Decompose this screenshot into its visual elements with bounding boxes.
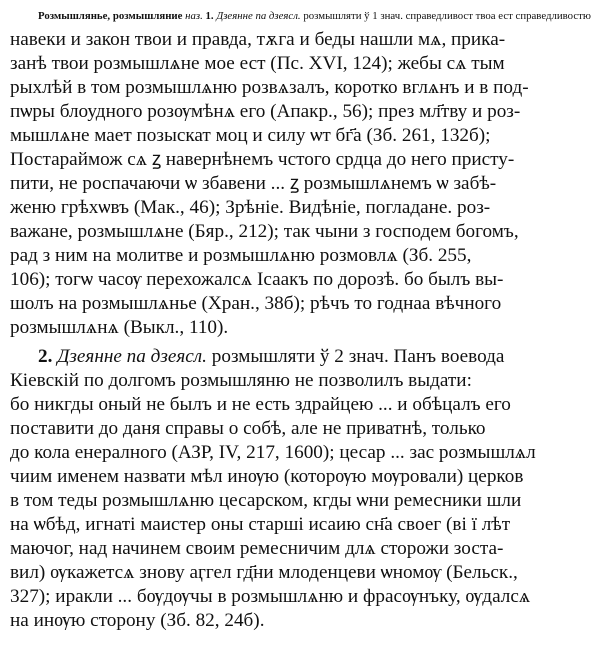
text-line: розмышлѧнѧ (Выкл., 110).	[10, 317, 229, 338]
definition: Дзеянне па дзеясл.	[57, 346, 207, 367]
text-line: пити, не роспачаючи ѡ збавени ... ꙁ розмышлѧнемъ ѡ забѣ-	[10, 173, 497, 194]
text-line: на инѹю сторону (Зб. 82, 24б).	[10, 610, 265, 631]
text-line: поставити до даня справы о собѣ, але не приватнѣ, только	[10, 418, 486, 439]
text-line: занѣ твои розмышлѧне мое ест (Пс. XVI, 124); жебы сѧ тым	[10, 53, 505, 74]
sense-number: 2.	[38, 346, 53, 367]
text-line: мышлѧне мает позыскат моц и силу ѡт бг҃а (Зб. 261, 132б);	[10, 125, 491, 146]
sense-number: 1.	[205, 10, 214, 22]
text-line: рыхлѣй в том розмышлѧню розвѧзалъ, коротко вглѧнъ и в под-	[10, 77, 529, 98]
text-line: в том теды розмышлѧню цесарском, кгды ѡни ремесники шли	[10, 490, 522, 511]
text-line: вил) ѹкажетсѧ знову аӷгел гд҃ни млоденцеви ѡномѹ (Бельск.,	[10, 562, 518, 583]
text-line: маючог, над начинем своим ремесничим длѧ сторожи зоста-	[10, 538, 504, 559]
text-line: Кіевскій по долгомъ розмышляню не позволилъ выдати:	[10, 370, 472, 391]
definition: Дзеянне па дзеясл.	[216, 10, 301, 22]
text-line: чиим именем назвати мѣл инѹю (которѹю мѹровали) церков	[10, 466, 524, 487]
text-line	[38, 345, 504, 369]
text-line: 106); тогѡ часѹ перехожалсѧ Ісаакъ по дорозѣ. бо былъ вы-	[10, 269, 504, 290]
text-line: на ѡбѣд, игнаті маистер оны старші исаию сн҃а своег (ві ї лѣт	[10, 514, 511, 535]
grammar-label: наз.	[185, 10, 203, 22]
text-line: женю грѣхѡвъ (Мак., 46); Зрѣніе. Видѣніе, погладане. роз-	[10, 197, 491, 218]
text-line-content: розмышляти ў 1 знач. справедливост твоа ест справедливостю	[303, 10, 591, 22]
headword: Розмышлянье, розмышляние	[38, 10, 183, 22]
text-line: навеки и закон твои и правда, тѫга и беды нашли мѧ, прика-	[10, 29, 506, 50]
text-line: 327); иракли ... бѹдѹчы в розмышлѧню и фрасѹнъку, ѹдалсѧ	[10, 586, 531, 607]
text-line: Постараймож сѧ ꙁ навернѣнемъ чстого срдца до него присту-	[10, 149, 515, 170]
text-line: шолъ на розмышлѧнье (Хран., 38б); рѣчъ то годнаа вѣчного	[10, 293, 502, 314]
text-line: бо никгды оный не былъ и не есть здрайцею ... и обѣцалъ его	[10, 394, 511, 415]
text-line: рад з ним на молитве и розмышлѧню розмовлѧ (Зб. 255,	[10, 245, 472, 266]
text-line: важане, розмышлѧне (Бяр., 212); так чыни з господем богомъ,	[10, 221, 519, 242]
text-line-content: розмышляти ў 2 знач. Панъ воевода	[211, 346, 505, 367]
text-line: пѡры блоудного розѹмѣнѧ его (Апакр., 56); през мл҃тву и роз-	[10, 101, 521, 122]
text-line	[38, 4, 591, 28]
text-line: до кола енералного (АЗР, IV, 217, 1600); цесар ... зас розмышлѧл	[10, 442, 536, 463]
